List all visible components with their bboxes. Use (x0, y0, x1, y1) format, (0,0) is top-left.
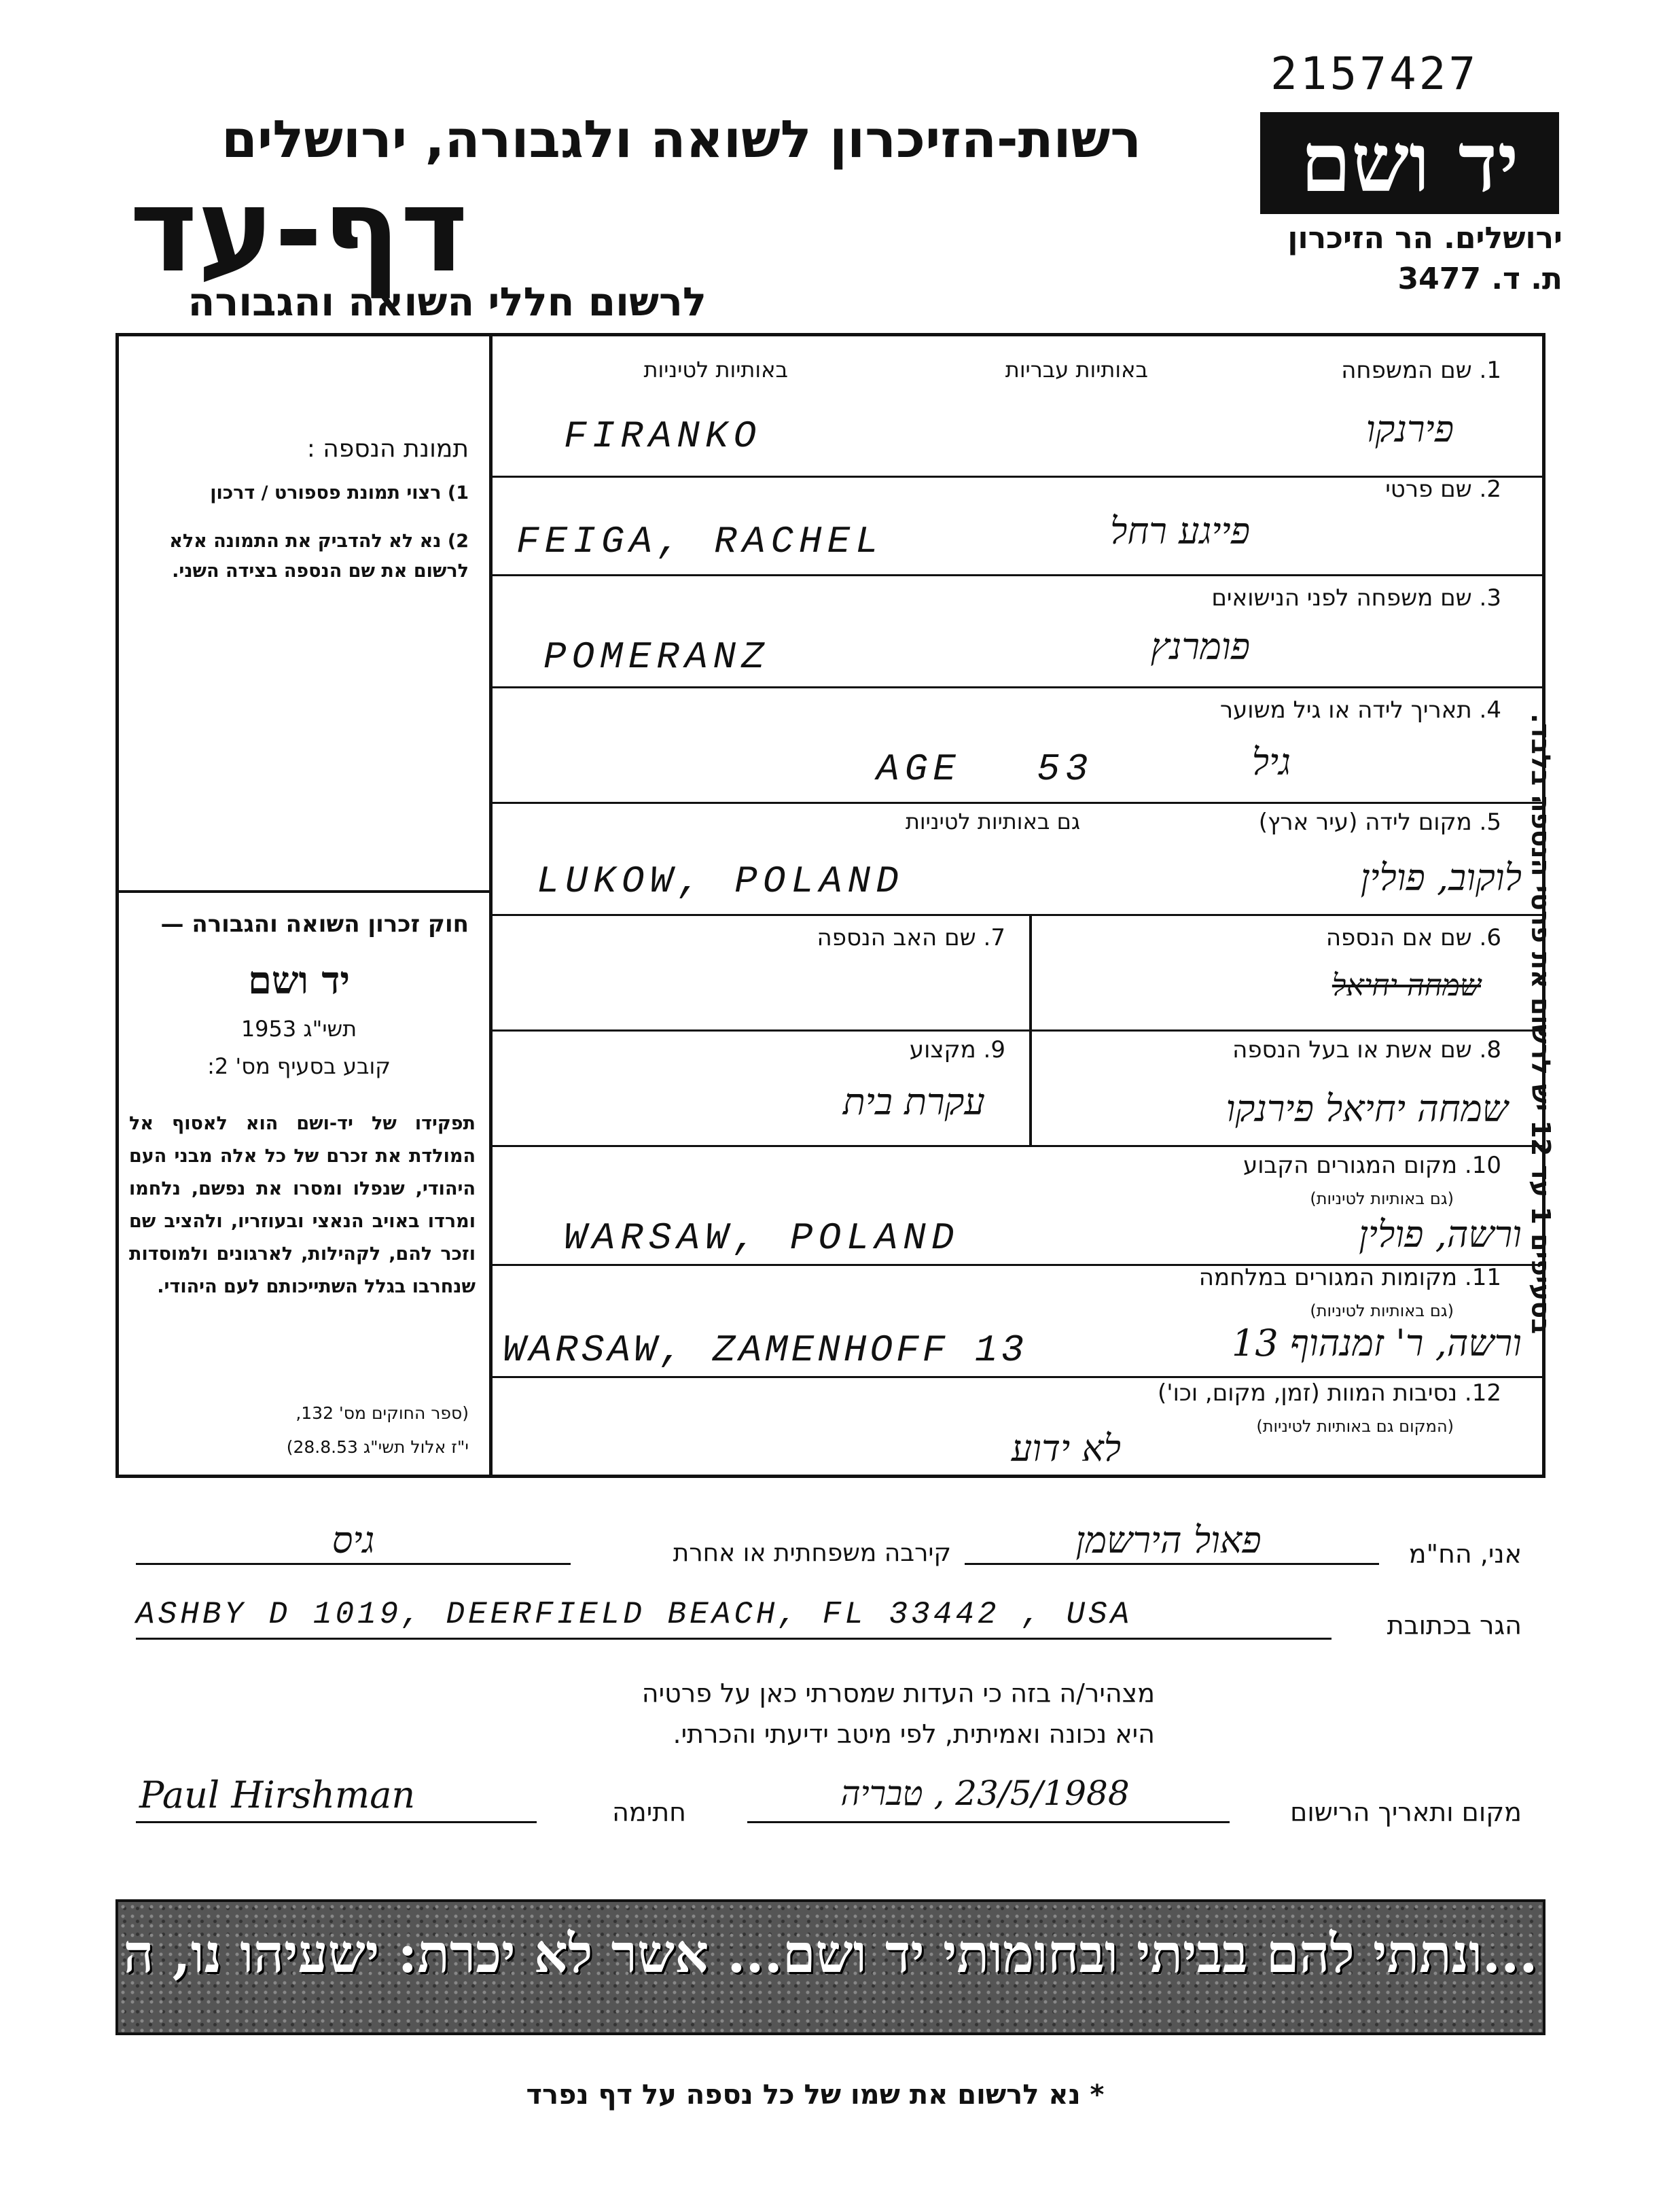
form-subtitle: לרשום חללי השואה והגבורה (187, 279, 707, 325)
field-8-value: שמחה יחיאל פירנקו (1226, 1087, 1508, 1130)
logo-pobox-line: ת. ד. 3477 (1397, 262, 1562, 296)
law-box-year: תשי"ג 1953 (240, 1016, 357, 1042)
field-6-label: 6. שם אם הנספה (1325, 924, 1501, 951)
declarant-name-underline (965, 1563, 1379, 1565)
field-1-latin-value: FIRANKO (564, 415, 762, 458)
field-5-latin-column: גם באותיות לטיניות (905, 809, 1080, 834)
field-8-label: 8. שם אשת או בעל הנספה (1232, 1036, 1501, 1063)
column-separator (1029, 1029, 1032, 1145)
field-12-sublabel: (המקום גם באותיות לטיניות) (1256, 1417, 1454, 1436)
field-7-label: 7. שם האב הנספה (817, 924, 1005, 951)
field-12-value: לא ידוע (1011, 1427, 1121, 1470)
field-3-hebrew-value: פומרנץ (1150, 625, 1250, 668)
field-1-latin-column: באותיות לטיניות (643, 357, 788, 383)
address-label: הגר בכתובת (1387, 1610, 1522, 1640)
row-separator (493, 574, 1545, 576)
field-10-label: 10. מקום המגורים הקבוע (1243, 1152, 1501, 1179)
address-underline (136, 1638, 1332, 1640)
field-3-latin-value: POMERANZ (543, 635, 770, 679)
relation-underline (136, 1563, 571, 1565)
left-column-divider (489, 333, 493, 1478)
relation-label: קירבה משפחתית או אחרת (673, 1539, 951, 1567)
field-11-label: 11. מקומות המגורים במלחמה (1198, 1264, 1501, 1291)
field-4-latin-value: AGE 53 (876, 747, 1094, 791)
relation-value: גיס (332, 1519, 375, 1562)
field-9-value: עקרת בית (842, 1080, 985, 1123)
field-9-label: 9. מקצוע (909, 1036, 1005, 1063)
field-2-label: 2. שם פרטי (1385, 476, 1501, 503)
law-box-name: יד ושם (247, 958, 351, 1003)
logo-address-line: ירושלים. הר הזיכרון (1287, 221, 1562, 256)
photo-note-2: 2) נא לא להדביק את התמונה אלא לרשום את שם הנספה בצידה השני. (169, 531, 469, 582)
column-separator (1029, 914, 1032, 1029)
signature-underline (136, 1821, 537, 1823)
declaration-statement-2: היא נכונה ואמיתית, לפי מיטב ידיעתי והכרתי. (673, 1719, 1155, 1749)
row-separator (493, 686, 1545, 688)
footnote: * נא לרשום את שמו של כל נספה על דף נפרד (526, 2079, 1105, 2111)
place-date-underline (747, 1821, 1230, 1823)
photo-box-title: תמונת הנספה : (306, 435, 469, 463)
field-11-sublabel: (גם באותיות לטיניות) (1310, 1301, 1454, 1320)
law-box-clause: קובע בסעיף מס' 2: (207, 1053, 391, 1079)
law-box-title: חוק זכרון השואה והגבורה — (160, 911, 469, 938)
place-date-value: 23/5/1988 , טבריה (840, 1774, 1130, 1813)
declarant-label: אני, הח"מ (1408, 1539, 1522, 1569)
declaration-statement-1: מצהיר/ה בזה כי העדות שמסרתי כאן על פרטיה (641, 1678, 1155, 1708)
field-10-latin-value: WARSAW, POLAND (564, 1216, 960, 1260)
field-5-latin-value: LUKOW, POLAND (537, 860, 904, 903)
field-4-label: 4. תאריך לידה או גיל משוער (1219, 697, 1501, 724)
law-box-ref-2: י"ז אלול תשי"ג 28.8.53) (286, 1437, 469, 1457)
field-1-hebrew-column: באותיות עבריות (1005, 357, 1148, 383)
field-11-hebrew-value: ורשה, ר' זמנהוף 13 (1231, 1322, 1522, 1364)
field-5-hebrew-value: לוקוב, פולין (1360, 856, 1522, 899)
field-1-label: 1. שם המשפחה (1341, 357, 1501, 384)
row-separator (493, 802, 1545, 804)
signature: Paul Hirshman (139, 1774, 416, 1816)
photo-note-1: 1) רצוי תמונת פספורט / דרכון (210, 482, 469, 504)
field-10-sublabel: (גם באותיות לטיניות) (1310, 1189, 1454, 1208)
field-12-label: 12. נסיבות המוות (זמן, מקום, וכו') (1157, 1379, 1501, 1407)
side-instruction-note: בסעיפים 1 עד 12 יש לרשום את פרטי הנספה בלבד. (1526, 714, 1556, 1335)
field-2-hebrew-value: פייגע רחל (1110, 510, 1250, 552)
place-date-label: מקום ותאריך הרישום (1290, 1797, 1522, 1827)
declarant-name: פאול הירשמן (1075, 1519, 1262, 1562)
field-2-latin-value: FEIGA, RACHEL (516, 520, 884, 563)
signature-label: חתימה (612, 1797, 686, 1827)
yad-vashem-logo: יד ושם (1260, 112, 1559, 214)
field-5-label: 5. מקום לידה (עיר ארץ) (1258, 809, 1501, 836)
law-box-text: תפקידו של יד-ושם הוא לאסוף אל המולדת את זכרם של כל אלה מבני העם היהודי, שנפלו ומסרו את נפשם, נלחמו ומרדו באויב הנאצי ובעוזריו, ולהציב שם וזכר להם, לקהילות, לארגונים ולמוסדות שנחרבו בגלל השתייכותם לעם היהודי. (129, 1113, 476, 1297)
form-serial-number: 2157427 (1270, 48, 1479, 100)
form-title: דף-עד (129, 164, 469, 298)
field-10-hebrew-value: ורשה, פולין (1359, 1213, 1522, 1256)
row-separator (493, 914, 1545, 916)
law-box-ref-1: (ספר החוקים מס' 132, (296, 1403, 469, 1423)
row-separator (493, 1029, 1545, 1032)
field-11-latin-value: WARSAW, ZAMENHOFF 13 (503, 1328, 1028, 1372)
field-4-hebrew-value: גיל (1251, 741, 1291, 783)
field-1-hebrew-value: פירנקו (1365, 408, 1454, 451)
field-3-label: 3. שם משפחה לפני הנישואים (1211, 584, 1501, 612)
row-separator (493, 1145, 1545, 1147)
quote-banner-text: ...ונתתי להם בביתי ובחומותי יד ושם... אשר לא יכרת: ישעיהו נו, ה (123, 1923, 1538, 1985)
field-6-value: שמחה יחיאל (1332, 968, 1481, 1003)
address-value: ASHBY D 1019, DEERFIELD BEACH, FL 33442 , USA (136, 1597, 1133, 1632)
row-separator (493, 1376, 1545, 1378)
organization-name: רשות-הזיכרון לשואה ולגבורה, ירושלים (221, 109, 1141, 169)
left-box-divider (115, 890, 493, 893)
